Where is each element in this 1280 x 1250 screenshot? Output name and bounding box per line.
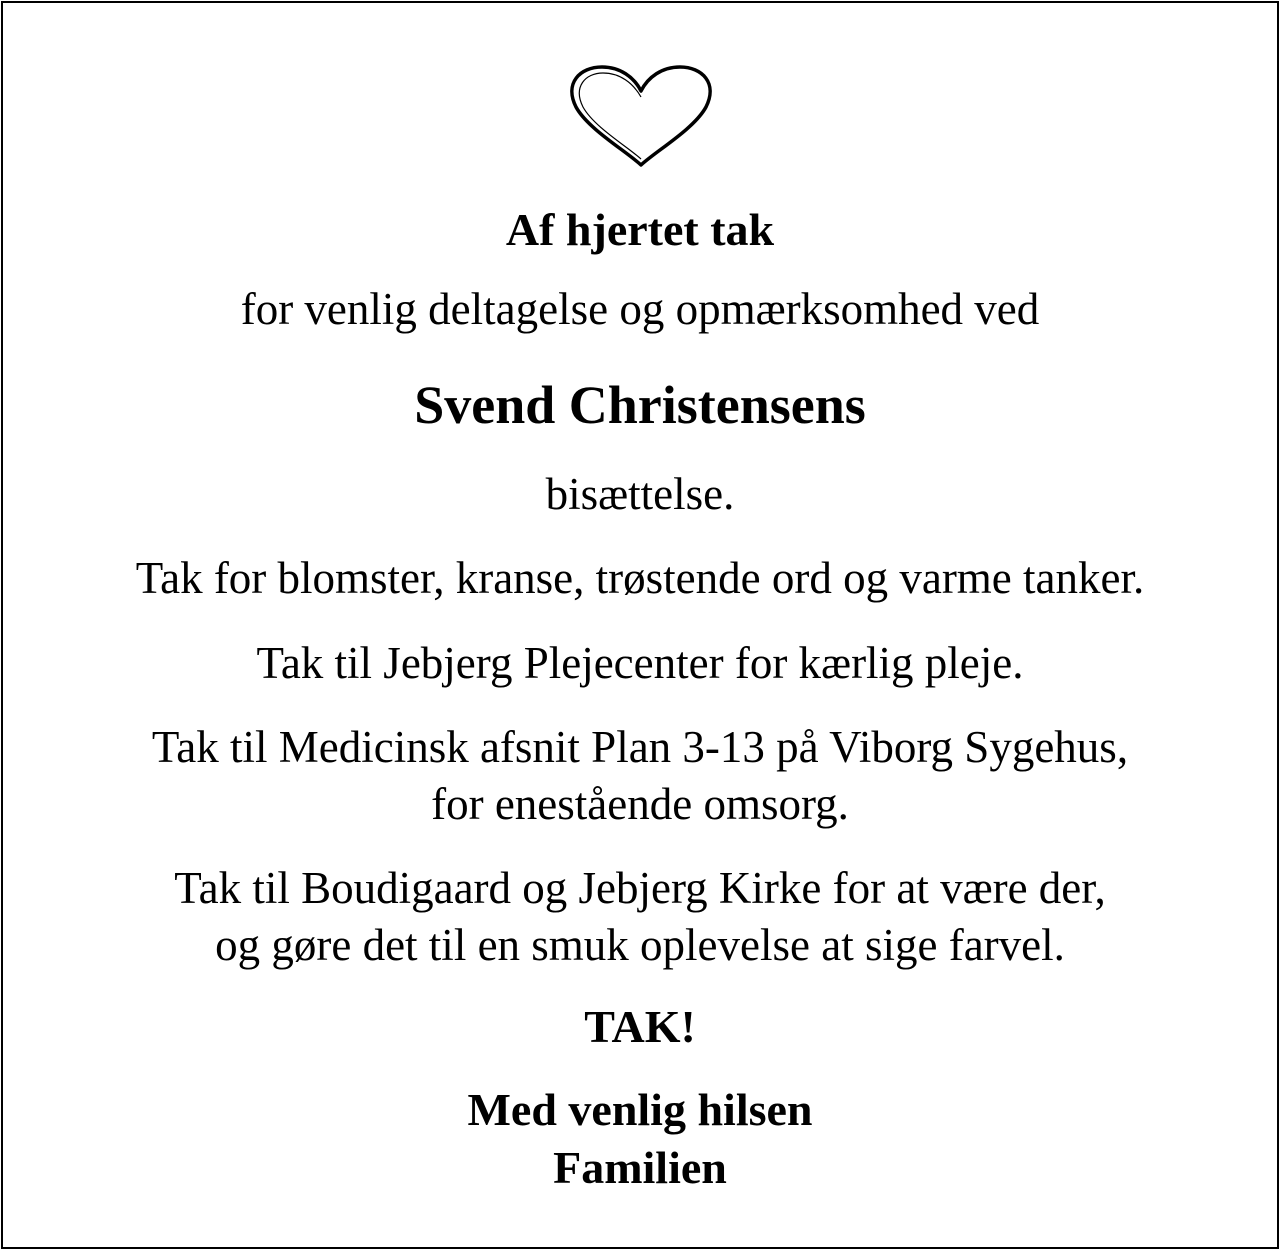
heart-outline-icon (568, 63, 714, 169)
closing-greeting: Med venlig hilsen (467, 1084, 813, 1135)
thanks-line: Tak til Medicinsk afsnit Plan 3-13 på Viborg Sygehus, (151, 722, 1129, 772)
notice-border (1, 1, 1279, 1249)
thanks-line: for enestående omsorg. (431, 779, 849, 829)
notice-intro: for venlig deltagelse og opmærksomhed ved (240, 284, 1040, 334)
signature: Familien (553, 1142, 727, 1193)
thanks-line: Tak til Boudigaard og Jebjerg Kirke for at være der, (174, 863, 1106, 913)
tak-exclamation: TAK! (584, 1001, 696, 1052)
notice-occasion: bisættelse. (545, 469, 735, 519)
thanks-line: og gøre det til en smuk oplevelse at sige farvel. (215, 920, 1065, 970)
deceased-name: Svend Christensens (414, 375, 866, 435)
thanks-line: Tak til Jebjerg Plejecenter for kærlig pleje. (256, 638, 1024, 688)
notice-heading: Af hjertet tak (505, 204, 775, 255)
thanks-line: Tak for blomster, kranse, trøstende ord og varme tanker. (135, 553, 1145, 603)
